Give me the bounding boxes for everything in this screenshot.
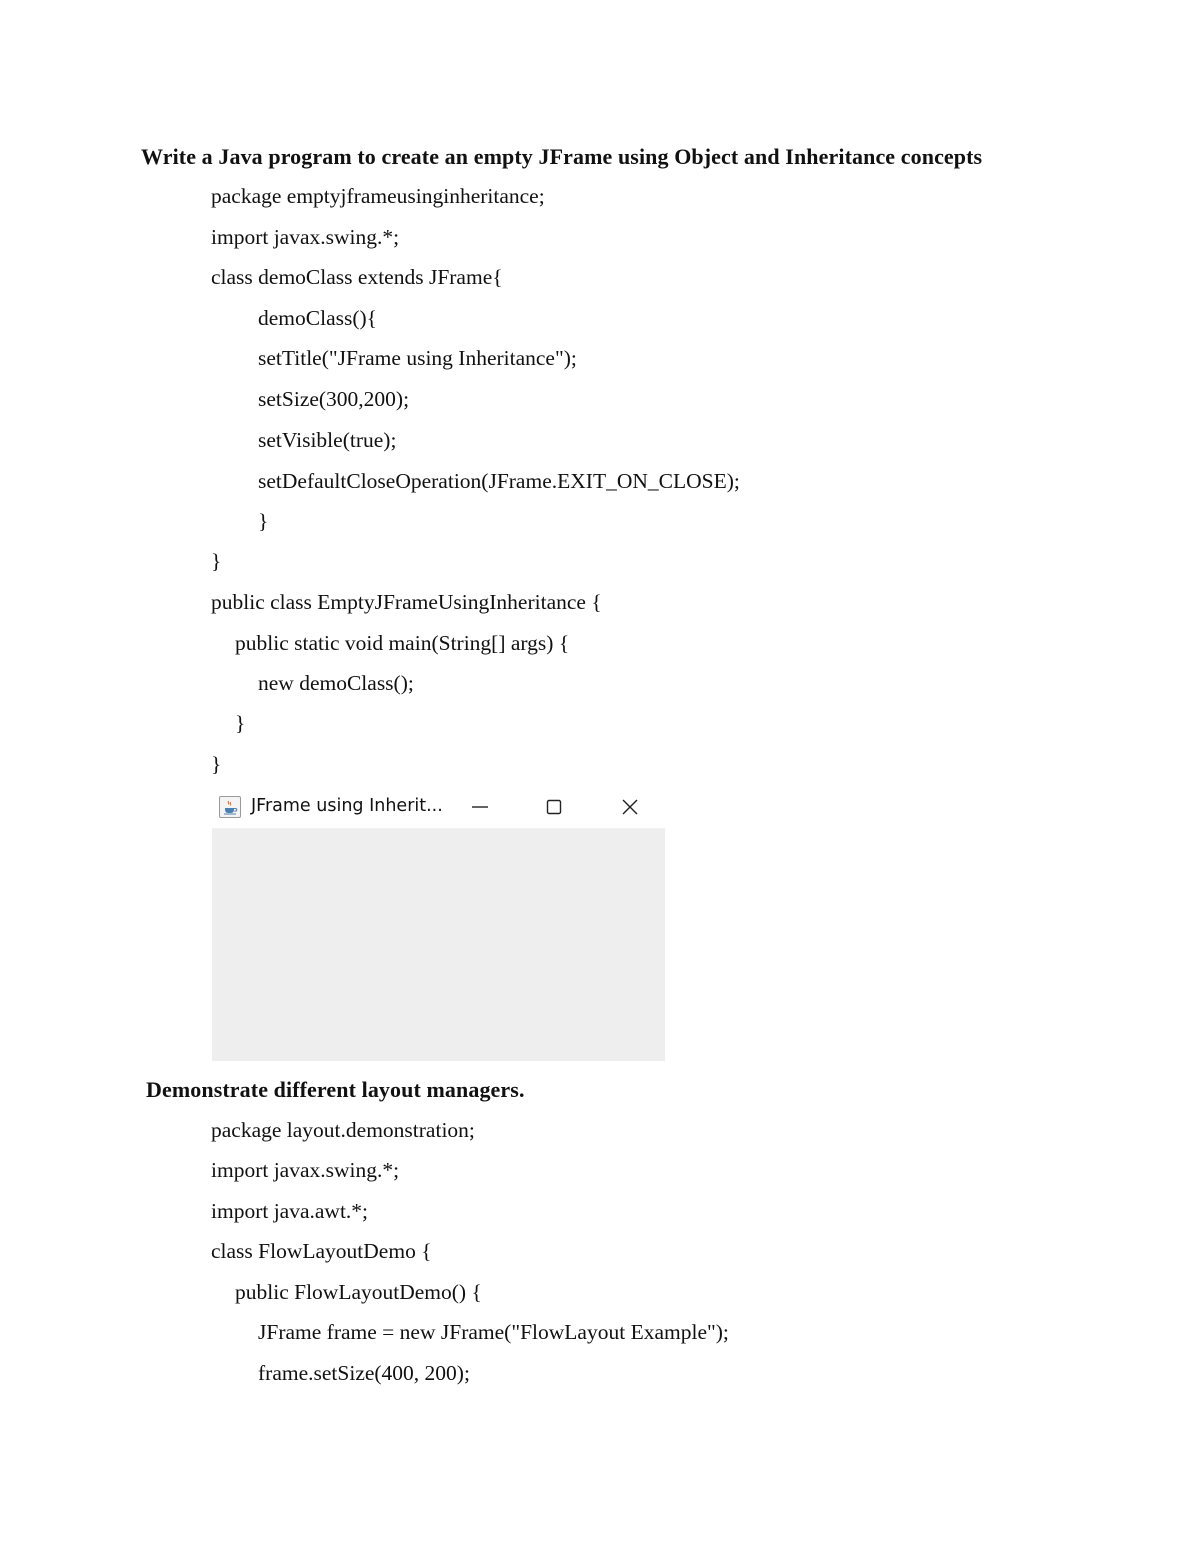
close-icon [621, 798, 639, 816]
code-line: class demoClass extends JFrame{ [211, 265, 503, 289]
section1-heading: Write a Java program to create an empty JFrame using Object and Inheritance concepts [141, 144, 983, 169]
section2-heading: Demonstrate different layout managers. [146, 1077, 525, 1102]
minimize-icon [471, 798, 489, 816]
code-line: demoClass(){ [258, 306, 377, 330]
code-line: setDefaultCloseOperation(JFrame.EXIT_ON_CLOSE); [258, 469, 740, 493]
code-line: } [258, 509, 269, 533]
jframe-content-pane [212, 829, 665, 1061]
code-line: new demoClass(); [258, 671, 414, 695]
code-line: setSize(300,200); [258, 387, 410, 411]
code-line: public FlowLayoutDemo() { [235, 1280, 482, 1304]
code-line: public class EmptyJFrameUsingInheritance { [211, 590, 602, 614]
code-line: frame.setSize(400, 200); [258, 1361, 470, 1385]
code-line: public static void main(String[] args) { [235, 631, 570, 655]
code-line: } [211, 752, 222, 776]
code-line: import java.awt.*; [211, 1199, 369, 1223]
minimize-button[interactable] [462, 792, 498, 822]
jframe-titlebar [212, 790, 665, 829]
code-line: import javax.swing.*; [211, 225, 400, 249]
jframe-window-screenshot [212, 790, 665, 1061]
code-line: class FlowLayoutDemo { [211, 1239, 432, 1263]
java-coffee-cup-icon [219, 796, 241, 818]
code-line: import javax.swing.*; [211, 1158, 400, 1182]
code-line: package emptyjframeusinginheritance; [211, 184, 545, 208]
maximize-button[interactable] [536, 792, 572, 822]
code-line: setVisible(true); [258, 428, 397, 452]
maximize-icon [545, 798, 563, 816]
code-line: } [235, 711, 246, 735]
code-line: setTitle("JFrame using Inheritance"); [258, 346, 577, 370]
code-line: JFrame frame = new JFrame("FlowLayout Example"); [258, 1320, 729, 1344]
code-line: package layout.demonstration; [211, 1118, 475, 1142]
close-button[interactable] [612, 792, 648, 822]
jframe-title: JFrame using Inherit... [251, 796, 443, 816]
code-line: } [211, 549, 222, 573]
